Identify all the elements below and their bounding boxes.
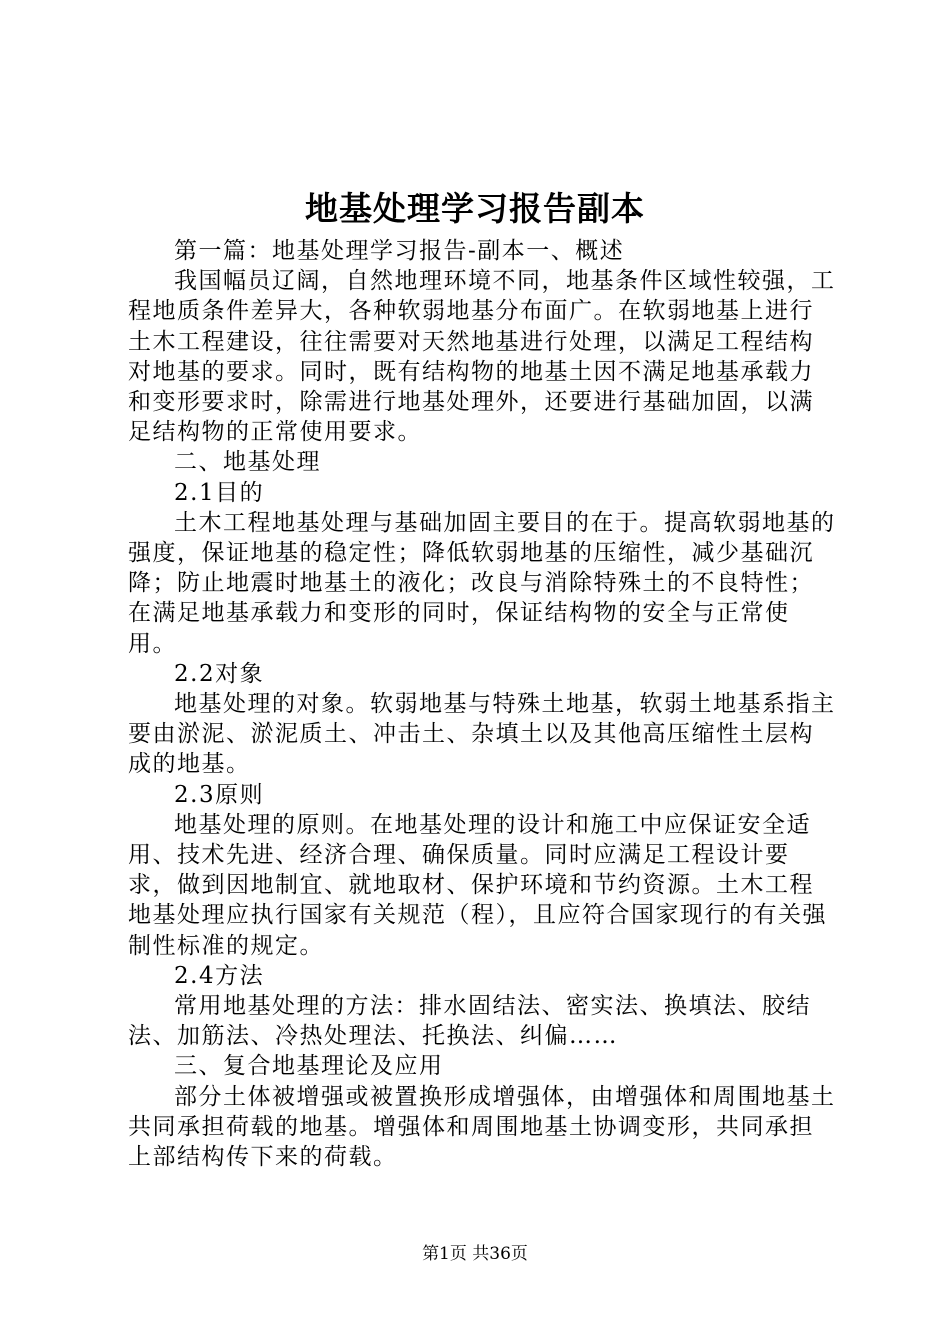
section-heading: 2.4方法 <box>174 962 265 989</box>
paragraph: 部分土体被增强或被置换形成增强体，由增强体和周围地基土共同承担荷载的地基。增强体和周围地基土协调变形，共同承担上部结构传下来的荷载。 <box>128 1083 836 1171</box>
paragraph: 常用地基处理的方法：排水固结法、密实法、换填法、胶结法、加筋法、冷热处理法、托换法、纠偏…… <box>128 993 811 1050</box>
section-heading: 三、复合地基理论及应用 <box>174 1053 444 1080</box>
paragraph: 土木工程地基处理与基础加固主要目的在于。提高软弱地基的强度，保证地基的稳定性；降低软弱地基的压缩性，减少基础沉降；防止地震时地基土的液化；改良与消除特殊土的不良特性；在满足地基承载力和变形的同时，保证结构物的安全与正常使用。 <box>128 509 836 657</box>
document-body <box>128 236 838 1172</box>
paragraph: 地基处理的原则。在地基处理的设计和施工中应保证安全适用、技术先进、经济合理、确保质量。同时应满足工程设计要求，做到因地制宜、就地取材、保护环境和节约资源。土木工程地基处理应执行国家有关规范（程），且应符合国家现行的有关强制性标准的规定。 <box>128 811 827 959</box>
section-heading: 2.3原则 <box>174 781 265 808</box>
section-heading: 2.1目的 <box>174 479 265 506</box>
document-title: 地基处理学习报告副本 <box>305 189 645 228</box>
paragraph: 第一篇：地基处理学习报告-副本一、概述 <box>174 238 625 264</box>
page-footer: 第1页 共36页 <box>422 1244 528 1264</box>
paragraph: 地基处理的对象。软弱地基与特殊土地基，软弱土地基系指主要由淤泥、淤泥质土、冲击土、杂填土以及其他高压缩性土层构成的地基。 <box>128 691 836 778</box>
paragraph: 我国幅员辽阔，自然地理环境不同，地基条件区域性较强，工程地质条件差异大，各种软弱地基分布面广。在软弱地基上进行土木工程建设，往往需要对天然地基进行处理，以满足工程结构对地基的要求。同时，既有结构物的地基土因不满足地基承载力和变形要求时，除需进行地基处理外，还要进行基础加固，以满足结构物的正常使用要求。 <box>128 268 836 446</box>
section-heading: 二、地基处理 <box>174 449 321 476</box>
section-heading: 2.2对象 <box>174 660 265 687</box>
